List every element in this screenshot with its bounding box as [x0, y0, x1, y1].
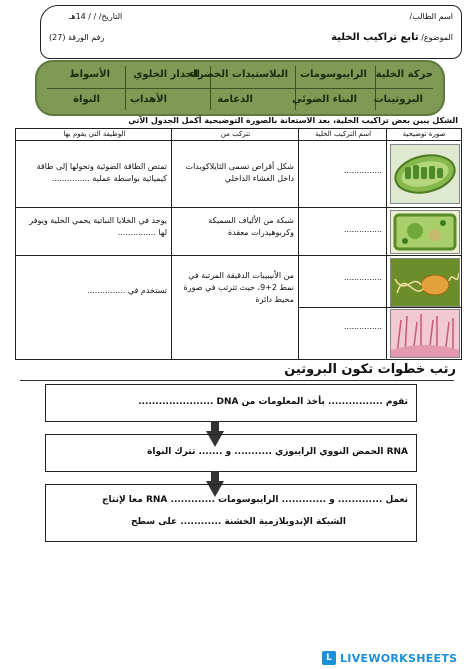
- word-bank-banner: [35, 60, 445, 116]
- date-label: التاريخ/ / / 14هـ: [69, 12, 123, 21]
- word-chloroplasts: البلاستيدات الخضراء: [189, 69, 288, 80]
- header-image: صورة توضيحية: [402, 130, 446, 138]
- step3-box: [45, 484, 417, 542]
- row3-composition: من الأنيبيبات الدقيقة المرتبة في نمط 2+9، حيث تترتب في صورة محيط دائرة: [183, 271, 294, 304]
- chloroplast-image: [390, 144, 460, 204]
- row3-name-blank[interactable]: ...............: [343, 273, 382, 282]
- subject-value: تابع تراكيب الخلية: [331, 32, 419, 43]
- word-proteins: البروتينات: [373, 94, 423, 105]
- instruction-text: الشكل يبين بعض تراكيب الخلية، بعد الاستعانة بالصورة التوضيحية أكمل الجدول الآتي: [128, 116, 458, 125]
- flagella-image: [390, 258, 460, 307]
- word-ribosomes: الرايبوسومات: [299, 69, 367, 80]
- word-support: الدعامة: [217, 94, 253, 105]
- row3-function: تستخدم في ...............: [87, 286, 167, 295]
- word-cell-wall: الجدار الخلوي: [133, 69, 200, 80]
- subject-label: الموضوع/: [421, 33, 453, 42]
- step1-box: [45, 384, 417, 422]
- sheet-number: رقم الورقة (27): [49, 33, 105, 42]
- steps-title: رتب خطوات تكون البروتين: [284, 362, 456, 377]
- row2-composition: شبكة من الألياف السميكة وكربوهيدرات معقدة: [208, 216, 294, 237]
- word-photosynthesis: البناء الضوئي: [292, 94, 357, 105]
- row2-function: يوجد في الخلايا النباتية يحمي الخلية ويوفر لها ...............: [29, 216, 167, 237]
- word-flagella: الأسواط: [69, 69, 110, 80]
- step2-text: RNA الحمض النووي الرايبوزي ........... و ....... تترك النواة: [147, 447, 408, 457]
- step3-text-line2: الشبكة الإندوبلازمية الخشنة ............ على سطح: [130, 517, 346, 527]
- plant-cell-image: [390, 210, 460, 254]
- worksheet-header: [40, 5, 462, 59]
- row1-composition: شكل أقراص تسمى الثايلاكويدات داخل الغشاء الداخلي: [185, 162, 294, 183]
- footer-brand: [322, 648, 472, 668]
- header-function: الوظيفة التي يقوم بها: [63, 130, 126, 138]
- student-name-label: اسم الطالب/: [409, 12, 453, 21]
- cell-structures-table: [15, 128, 462, 360]
- cilia-image: [390, 309, 460, 358]
- row4-name-blank[interactable]: ...............: [343, 322, 382, 331]
- word-nucleus: النواة: [73, 94, 100, 105]
- liveworksheets-logo-icon: L: [322, 651, 336, 665]
- row1-function: تمتص الطاقة الضوئية وتحولها إلى طاقة كيميائية بواسطة عملية ...............: [36, 162, 167, 183]
- word-cilia: الأهداب: [129, 94, 167, 105]
- brand-text: LIVEWORKSHEETS: [340, 651, 458, 665]
- row1-name-blank[interactable]: ...............: [343, 166, 382, 175]
- step3-text-line1: تعمل ............. و ............. الرايبوسومات ............. RNA معا لإنتاج: [102, 495, 408, 505]
- step2-box: [45, 434, 417, 472]
- step1-text: تقوم ................ بأخذ المعلومات من DNA ......................: [138, 397, 408, 407]
- header-name: اسم التركيب الخلية: [314, 130, 372, 138]
- word-cell-movement: حركة الخلية: [375, 69, 433, 80]
- title-divider: [20, 380, 454, 381]
- header-composition: تتركب من: [220, 130, 251, 138]
- row2-name-blank[interactable]: ...............: [343, 225, 382, 234]
